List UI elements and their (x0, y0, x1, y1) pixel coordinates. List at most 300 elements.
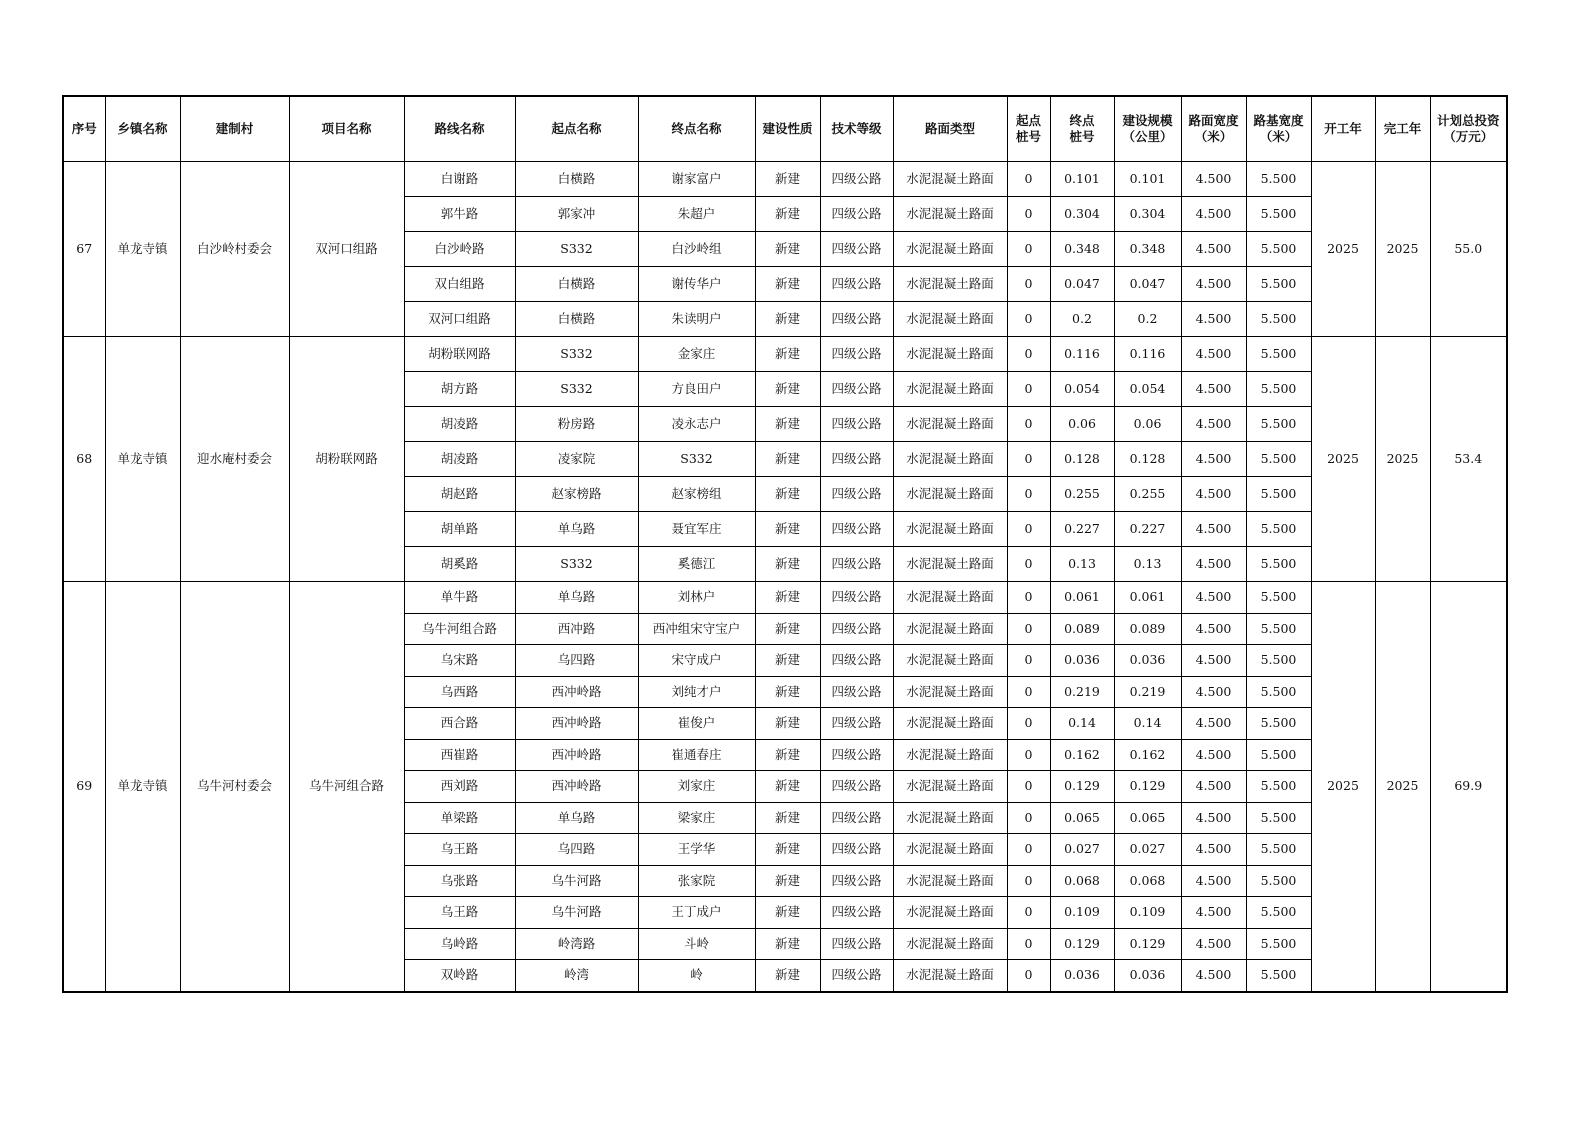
cell-tech-grade: 四级公路 (820, 442, 893, 477)
cell-route-name: 胡方路 (404, 372, 515, 407)
column-header: 建设性质 (755, 96, 820, 162)
cell-build-type: 新建 (755, 865, 820, 897)
cell-end-point: 刘林户 (638, 582, 755, 614)
group-investment: 55.0 (1430, 162, 1507, 337)
cell-route-name: 双白组路 (404, 267, 515, 302)
cell-build-type: 新建 (755, 372, 820, 407)
cell-start-stake: 0 (1007, 613, 1050, 645)
cell-end-stake: 0.054 (1050, 372, 1114, 407)
cell-start-stake: 0 (1007, 302, 1050, 337)
cell-build-scale: 0.348 (1114, 232, 1181, 267)
cell-build-scale: 0.054 (1114, 372, 1181, 407)
cell-pavement-width: 4.500 (1181, 582, 1246, 614)
cell-tech-grade: 四级公路 (820, 232, 893, 267)
cell-end-point: 梁家庄 (638, 802, 755, 834)
cell-route-name: 郭牛路 (404, 197, 515, 232)
cell-tech-grade: 四级公路 (820, 865, 893, 897)
group-seq: 67 (63, 162, 105, 337)
group-seq: 68 (63, 337, 105, 582)
cell-route-name: 乌王路 (404, 834, 515, 866)
cell-start-point: 白横路 (515, 267, 638, 302)
cell-subgrade-width: 5.500 (1246, 407, 1311, 442)
cell-build-type: 新建 (755, 771, 820, 803)
cell-route-name: 乌宋路 (404, 645, 515, 677)
cell-end-stake: 0.109 (1050, 897, 1114, 929)
cell-start-stake: 0 (1007, 645, 1050, 677)
cell-start-stake: 0 (1007, 708, 1050, 740)
cell-start-stake: 0 (1007, 928, 1050, 960)
cell-build-scale: 0.068 (1114, 865, 1181, 897)
cell-route-name: 乌王路 (404, 897, 515, 929)
cell-build-type: 新建 (755, 613, 820, 645)
cell-start-point: 岭湾路 (515, 928, 638, 960)
cell-end-stake: 0.129 (1050, 771, 1114, 803)
cell-subgrade-width: 5.500 (1246, 232, 1311, 267)
cell-pavement-type: 水泥混凝土路面 (893, 267, 1007, 302)
cell-tech-grade: 四级公路 (820, 802, 893, 834)
cell-end-point: 方良田户 (638, 372, 755, 407)
cell-end-point: 宋守成户 (638, 645, 755, 677)
cell-tech-grade: 四级公路 (820, 477, 893, 512)
cell-start-point: 赵家榜路 (515, 477, 638, 512)
cell-start-stake: 0 (1007, 834, 1050, 866)
cell-tech-grade: 四级公路 (820, 302, 893, 337)
cell-route-name: 乌张路 (404, 865, 515, 897)
cell-end-stake: 0.14 (1050, 708, 1114, 740)
cell-tech-grade: 四级公路 (820, 613, 893, 645)
cell-build-scale: 0.027 (1114, 834, 1181, 866)
cell-end-stake: 0.128 (1050, 442, 1114, 477)
cell-route-name: 西合路 (404, 708, 515, 740)
group-investment: 69.9 (1430, 582, 1507, 992)
cell-start-point: 单乌路 (515, 802, 638, 834)
cell-pavement-width: 4.500 (1181, 897, 1246, 929)
cell-build-scale: 0.227 (1114, 512, 1181, 547)
cell-end-point: 朱超户 (638, 197, 755, 232)
cell-pavement-type: 水泥混凝土路面 (893, 739, 1007, 771)
cell-route-name: 白沙岭路 (404, 232, 515, 267)
table-row (63, 582, 1507, 614)
cell-subgrade-width: 5.500 (1246, 802, 1311, 834)
cell-start-point: 白横路 (515, 162, 638, 197)
cell-build-type: 新建 (755, 582, 820, 614)
cell-build-scale: 0.219 (1114, 676, 1181, 708)
cell-pavement-type: 水泥混凝土路面 (893, 708, 1007, 740)
cell-start-point: 单乌路 (515, 582, 638, 614)
cell-start-stake: 0 (1007, 960, 1050, 992)
cell-build-type: 新建 (755, 802, 820, 834)
cell-pavement-type: 水泥混凝土路面 (893, 802, 1007, 834)
cell-pavement-width: 4.500 (1181, 442, 1246, 477)
cell-subgrade-width: 5.500 (1246, 676, 1311, 708)
cell-start-stake: 0 (1007, 407, 1050, 442)
cell-build-scale: 0.036 (1114, 960, 1181, 992)
cell-tech-grade: 四级公路 (820, 645, 893, 677)
cell-start-stake: 0 (1007, 865, 1050, 897)
cell-start-stake: 0 (1007, 477, 1050, 512)
cell-route-name: 胡凌路 (404, 407, 515, 442)
cell-start-point: S332 (515, 232, 638, 267)
cell-end-point: 聂宜军庄 (638, 512, 755, 547)
cell-tech-grade: 四级公路 (820, 676, 893, 708)
column-header: 终点 桩号 (1050, 96, 1114, 162)
cell-build-scale: 0.13 (1114, 547, 1181, 582)
cell-start-stake: 0 (1007, 739, 1050, 771)
cell-pavement-width: 4.500 (1181, 512, 1246, 547)
column-header: 路面类型 (893, 96, 1007, 162)
cell-pavement-type: 水泥混凝土路面 (893, 197, 1007, 232)
cell-route-name: 西刘路 (404, 771, 515, 803)
cell-route-name: 乌牛河组合路 (404, 613, 515, 645)
cell-end-stake: 0.036 (1050, 645, 1114, 677)
column-header: 乡镇名称 (105, 96, 180, 162)
column-header: 技术等级 (820, 96, 893, 162)
cell-start-stake: 0 (1007, 802, 1050, 834)
cell-start-point: S332 (515, 337, 638, 372)
road-project-sheet (62, 95, 1506, 993)
cell-end-stake: 0.348 (1050, 232, 1114, 267)
cell-pavement-width: 4.500 (1181, 928, 1246, 960)
cell-start-point: 郭家冲 (515, 197, 638, 232)
cell-start-stake: 0 (1007, 547, 1050, 582)
cell-pavement-type: 水泥混凝土路面 (893, 582, 1007, 614)
cell-start-stake: 0 (1007, 897, 1050, 929)
cell-pavement-width: 4.500 (1181, 865, 1246, 897)
cell-route-name: 胡凌路 (404, 442, 515, 477)
cell-pavement-type: 水泥混凝土路面 (893, 676, 1007, 708)
cell-end-point: 刘纯才户 (638, 676, 755, 708)
cell-subgrade-width: 5.500 (1246, 547, 1311, 582)
cell-start-stake: 0 (1007, 197, 1050, 232)
cell-build-scale: 0.255 (1114, 477, 1181, 512)
cell-start-point: 西冲岭路 (515, 771, 638, 803)
cell-start-point: 单乌路 (515, 512, 638, 547)
column-header: 计划总投资 （万元） (1430, 96, 1507, 162)
cell-end-point: 金家庄 (638, 337, 755, 372)
cell-build-scale: 0.047 (1114, 267, 1181, 302)
cell-build-scale: 0.065 (1114, 802, 1181, 834)
cell-build-type: 新建 (755, 547, 820, 582)
cell-end-stake: 0.089 (1050, 613, 1114, 645)
cell-subgrade-width: 5.500 (1246, 834, 1311, 866)
group-end-year: 2025 (1375, 582, 1430, 992)
cell-end-stake: 0.162 (1050, 739, 1114, 771)
cell-start-point: 西冲岭路 (515, 708, 638, 740)
cell-build-type: 新建 (755, 512, 820, 547)
cell-build-scale: 0.116 (1114, 337, 1181, 372)
cell-start-stake: 0 (1007, 162, 1050, 197)
cell-subgrade-width: 5.500 (1246, 771, 1311, 803)
cell-build-type: 新建 (755, 708, 820, 740)
cell-subgrade-width: 5.500 (1246, 613, 1311, 645)
column-header: 路面宽度 （米） (1181, 96, 1246, 162)
cell-pavement-type: 水泥混凝土路面 (893, 442, 1007, 477)
cell-build-scale: 0.06 (1114, 407, 1181, 442)
cell-end-stake: 0.027 (1050, 834, 1114, 866)
table-row (63, 337, 1507, 372)
cell-subgrade-width: 5.500 (1246, 372, 1311, 407)
cell-route-name: 双河口组路 (404, 302, 515, 337)
group-start-year: 2025 (1311, 582, 1375, 992)
cell-route-name: 胡赵路 (404, 477, 515, 512)
cell-end-point: 谢家富户 (638, 162, 755, 197)
cell-subgrade-width: 5.500 (1246, 582, 1311, 614)
cell-tech-grade: 四级公路 (820, 512, 893, 547)
cell-start-point: 乌四路 (515, 834, 638, 866)
cell-subgrade-width: 5.500 (1246, 928, 1311, 960)
cell-pavement-type: 水泥混凝土路面 (893, 960, 1007, 992)
column-header: 终点名称 (638, 96, 755, 162)
cell-end-stake: 0.061 (1050, 582, 1114, 614)
cell-pavement-type: 水泥混凝土路面 (893, 928, 1007, 960)
cell-pavement-width: 4.500 (1181, 337, 1246, 372)
cell-pavement-width: 4.500 (1181, 613, 1246, 645)
column-header: 完工年 (1375, 96, 1430, 162)
cell-start-point: S332 (515, 547, 638, 582)
cell-subgrade-width: 5.500 (1246, 512, 1311, 547)
cell-pavement-type: 水泥混凝土路面 (893, 865, 1007, 897)
cell-end-point: 奚德江 (638, 547, 755, 582)
cell-build-type: 新建 (755, 407, 820, 442)
cell-pavement-width: 4.500 (1181, 267, 1246, 302)
cell-build-type: 新建 (755, 232, 820, 267)
cell-subgrade-width: 5.500 (1246, 897, 1311, 929)
cell-end-stake: 0.219 (1050, 676, 1114, 708)
cell-subgrade-width: 5.500 (1246, 865, 1311, 897)
cell-start-point: 凌家院 (515, 442, 638, 477)
group-project: 双河口组路 (289, 162, 404, 337)
cell-subgrade-width: 5.500 (1246, 442, 1311, 477)
cell-end-stake: 0.2 (1050, 302, 1114, 337)
cell-route-name: 乌西路 (404, 676, 515, 708)
cell-start-point: 西冲路 (515, 613, 638, 645)
cell-end-point: 赵家榜组 (638, 477, 755, 512)
column-header: 项目名称 (289, 96, 404, 162)
cell-subgrade-width: 5.500 (1246, 267, 1311, 302)
cell-start-point: 西冲岭路 (515, 676, 638, 708)
cell-route-name: 西崔路 (404, 739, 515, 771)
cell-pavement-type: 水泥混凝土路面 (893, 834, 1007, 866)
cell-route-name: 乌岭路 (404, 928, 515, 960)
cell-build-scale: 0.2 (1114, 302, 1181, 337)
cell-build-scale: 0.089 (1114, 613, 1181, 645)
cell-tech-grade: 四级公路 (820, 407, 893, 442)
cell-subgrade-width: 5.500 (1246, 477, 1311, 512)
cell-build-type: 新建 (755, 267, 820, 302)
cell-pavement-width: 4.500 (1181, 302, 1246, 337)
cell-pavement-width: 4.500 (1181, 802, 1246, 834)
cell-end-stake: 0.116 (1050, 337, 1114, 372)
cell-end-point: 斗岭 (638, 928, 755, 960)
cell-pavement-type: 水泥混凝土路面 (893, 232, 1007, 267)
cell-start-stake: 0 (1007, 771, 1050, 803)
group-town: 单龙寺镇 (105, 162, 180, 337)
cell-pavement-width: 4.500 (1181, 834, 1246, 866)
cell-start-point: 乌四路 (515, 645, 638, 677)
group-end-year: 2025 (1375, 337, 1430, 582)
cell-subgrade-width: 5.500 (1246, 302, 1311, 337)
cell-pavement-width: 4.500 (1181, 739, 1246, 771)
cell-end-stake: 0.227 (1050, 512, 1114, 547)
cell-tech-grade: 四级公路 (820, 197, 893, 232)
cell-pavement-type: 水泥混凝土路面 (893, 771, 1007, 803)
cell-pavement-type: 水泥混凝土路面 (893, 613, 1007, 645)
cell-pavement-type: 水泥混凝土路面 (893, 407, 1007, 442)
cell-route-name: 胡奚路 (404, 547, 515, 582)
cell-pavement-width: 4.500 (1181, 708, 1246, 740)
cell-build-scale: 0.109 (1114, 897, 1181, 929)
cell-start-point: 西冲岭路 (515, 739, 638, 771)
cell-start-point: S332 (515, 372, 638, 407)
cell-tech-grade: 四级公路 (820, 372, 893, 407)
cell-pavement-width: 4.500 (1181, 232, 1246, 267)
cell-subgrade-width: 5.500 (1246, 708, 1311, 740)
group-start-year: 2025 (1311, 337, 1375, 582)
cell-start-stake: 0 (1007, 267, 1050, 302)
cell-route-name: 胡单路 (404, 512, 515, 547)
cell-build-type: 新建 (755, 477, 820, 512)
cell-tech-grade: 四级公路 (820, 337, 893, 372)
cell-tech-grade: 四级公路 (820, 739, 893, 771)
cell-end-point: 王学华 (638, 834, 755, 866)
cell-start-point: 粉房路 (515, 407, 638, 442)
cell-build-type: 新建 (755, 645, 820, 677)
cell-end-stake: 0.13 (1050, 547, 1114, 582)
group-village: 白沙岭村委会 (180, 162, 289, 337)
cell-build-type: 新建 (755, 928, 820, 960)
cell-start-stake: 0 (1007, 512, 1050, 547)
cell-end-point: 崔俊户 (638, 708, 755, 740)
group-town: 单龙寺镇 (105, 582, 180, 992)
group-project: 胡粉联网路 (289, 337, 404, 582)
cell-start-stake: 0 (1007, 676, 1050, 708)
cell-end-point: 崔通春庄 (638, 739, 755, 771)
cell-end-point: 凌永志户 (638, 407, 755, 442)
cell-build-type: 新建 (755, 197, 820, 232)
cell-pavement-width: 4.500 (1181, 645, 1246, 677)
cell-build-type: 新建 (755, 739, 820, 771)
cell-end-point: 谢传华户 (638, 267, 755, 302)
cell-pavement-type: 水泥混凝土路面 (893, 512, 1007, 547)
cell-build-scale: 0.162 (1114, 739, 1181, 771)
cell-end-point: 白沙岭组 (638, 232, 755, 267)
cell-pavement-type: 水泥混凝土路面 (893, 337, 1007, 372)
cell-route-name: 双岭路 (404, 960, 515, 992)
cell-subgrade-width: 5.500 (1246, 960, 1311, 992)
table-body (63, 162, 1507, 992)
cell-build-type: 新建 (755, 337, 820, 372)
cell-end-point: 岭 (638, 960, 755, 992)
cell-pavement-width: 4.500 (1181, 407, 1246, 442)
cell-start-stake: 0 (1007, 337, 1050, 372)
cell-start-point: 乌牛河路 (515, 865, 638, 897)
group-village: 乌牛河村委会 (180, 582, 289, 992)
group-investment: 53.4 (1430, 337, 1507, 582)
cell-pavement-type: 水泥混凝土路面 (893, 477, 1007, 512)
column-header: 开工年 (1311, 96, 1375, 162)
cell-end-stake: 0.068 (1050, 865, 1114, 897)
cell-build-type: 新建 (755, 676, 820, 708)
cell-tech-grade: 四级公路 (820, 897, 893, 929)
cell-route-name: 胡粉联网路 (404, 337, 515, 372)
cell-build-type: 新建 (755, 162, 820, 197)
table-row (63, 162, 1507, 197)
cell-end-stake: 0.101 (1050, 162, 1114, 197)
cell-tech-grade: 四级公路 (820, 547, 893, 582)
group-project: 乌牛河组合路 (289, 582, 404, 992)
group-town: 单龙寺镇 (105, 337, 180, 582)
group-end-year: 2025 (1375, 162, 1430, 337)
cell-build-scale: 0.304 (1114, 197, 1181, 232)
column-header: 起点 桩号 (1007, 96, 1050, 162)
cell-pavement-width: 4.500 (1181, 162, 1246, 197)
cell-end-stake: 0.255 (1050, 477, 1114, 512)
cell-start-point: 岭湾 (515, 960, 638, 992)
cell-build-type: 新建 (755, 960, 820, 992)
group-village: 迎水庵村委会 (180, 337, 289, 582)
cell-start-stake: 0 (1007, 582, 1050, 614)
cell-pavement-width: 4.500 (1181, 771, 1246, 803)
cell-pavement-width: 4.500 (1181, 960, 1246, 992)
cell-route-name: 白谢路 (404, 162, 515, 197)
cell-end-point: 王丁成户 (638, 897, 755, 929)
cell-subgrade-width: 5.500 (1246, 337, 1311, 372)
cell-pavement-type: 水泥混凝土路面 (893, 302, 1007, 337)
cell-end-stake: 0.304 (1050, 197, 1114, 232)
cell-end-point: 朱读明户 (638, 302, 755, 337)
cell-build-scale: 0.128 (1114, 442, 1181, 477)
cell-pavement-width: 4.500 (1181, 676, 1246, 708)
cell-build-scale: 0.061 (1114, 582, 1181, 614)
cell-pavement-width: 4.500 (1181, 197, 1246, 232)
column-header: 序号 (63, 96, 105, 162)
cell-end-stake: 0.06 (1050, 407, 1114, 442)
cell-tech-grade: 四级公路 (820, 834, 893, 866)
cell-start-point: 乌牛河路 (515, 897, 638, 929)
cell-end-stake: 0.129 (1050, 928, 1114, 960)
cell-subgrade-width: 5.500 (1246, 162, 1311, 197)
cell-build-type: 新建 (755, 442, 820, 477)
group-seq: 69 (63, 582, 105, 992)
column-header: 建制村 (180, 96, 289, 162)
cell-end-point: 西冲组宋守宝户 (638, 613, 755, 645)
cell-tech-grade: 四级公路 (820, 162, 893, 197)
cell-pavement-type: 水泥混凝土路面 (893, 547, 1007, 582)
cell-tech-grade: 四级公路 (820, 960, 893, 992)
cell-build-type: 新建 (755, 302, 820, 337)
cell-tech-grade: 四级公路 (820, 267, 893, 302)
cell-tech-grade: 四级公路 (820, 582, 893, 614)
cell-build-scale: 0.036 (1114, 645, 1181, 677)
cell-pavement-type: 水泥混凝土路面 (893, 372, 1007, 407)
cell-pavement-width: 4.500 (1181, 372, 1246, 407)
road-project-table (62, 95, 1508, 993)
cell-tech-grade: 四级公路 (820, 928, 893, 960)
cell-subgrade-width: 5.500 (1246, 645, 1311, 677)
cell-start-stake: 0 (1007, 442, 1050, 477)
cell-start-point: 白横路 (515, 302, 638, 337)
cell-pavement-type: 水泥混凝土路面 (893, 897, 1007, 929)
column-header: 路线名称 (404, 96, 515, 162)
cell-tech-grade: 四级公路 (820, 771, 893, 803)
cell-build-type: 新建 (755, 897, 820, 929)
cell-pavement-width: 4.500 (1181, 547, 1246, 582)
group-start-year: 2025 (1311, 162, 1375, 337)
cell-subgrade-width: 5.500 (1246, 197, 1311, 232)
column-header: 起点名称 (515, 96, 638, 162)
cell-start-stake: 0 (1007, 372, 1050, 407)
header-row (63, 96, 1507, 162)
